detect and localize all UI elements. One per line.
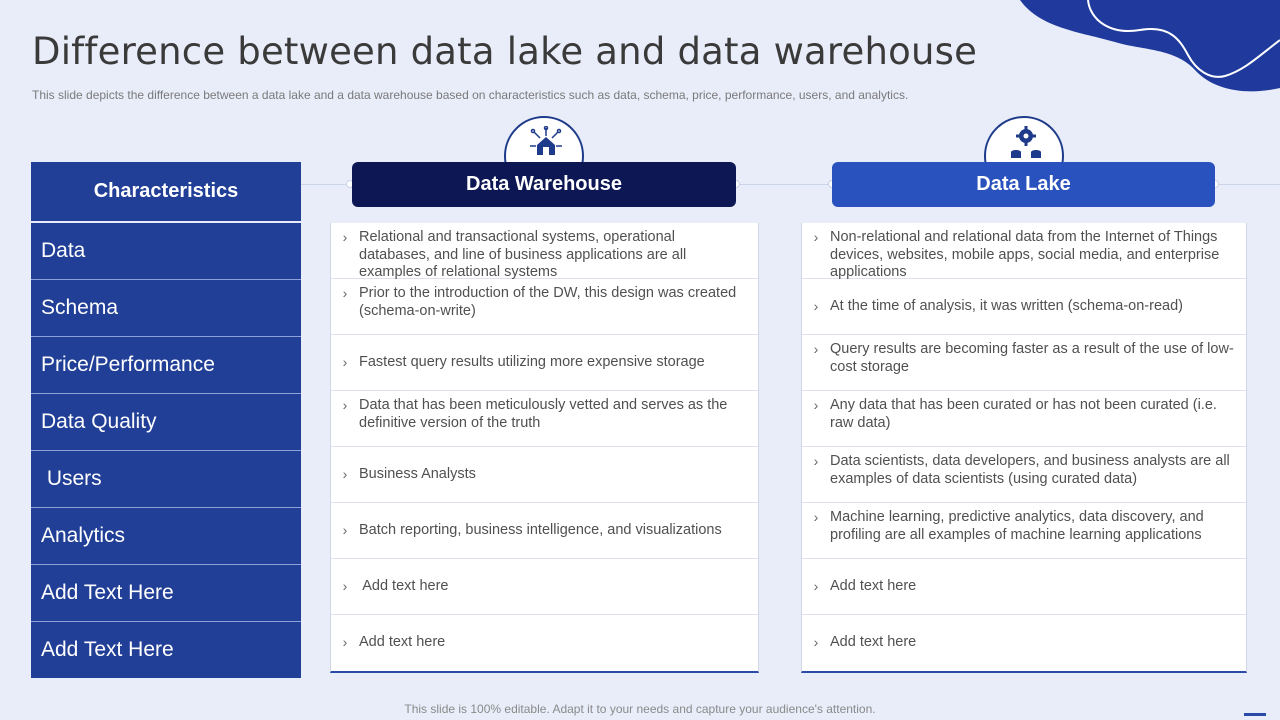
connector-line xyxy=(1215,184,1280,185)
chevron-right-icon: › xyxy=(813,509,819,525)
characteristic-cell: Data xyxy=(31,223,301,280)
table-row xyxy=(802,391,1246,447)
data-lake-header: Data Lake xyxy=(832,162,1215,207)
row-text: Non-relational and relational data from the Internet of Things devices, websites, mobile apps, social media, and enterprise applications xyxy=(830,229,1220,280)
chevron-right-icon: › xyxy=(813,634,819,651)
characteristic-cell: Add Text Here xyxy=(31,565,301,622)
row-text: Data scientists, data developers, and business analysts are all examples of data scientists (using curated data) xyxy=(830,453,1230,487)
connector-line xyxy=(301,184,352,185)
page-subtitle: This slide depicts the difference between a data lake and a data warehouse based on characteristics such as data, schema, price, performance, users, and analytics. xyxy=(32,88,909,102)
table-row xyxy=(331,559,758,615)
row-text: Add text here xyxy=(830,634,917,651)
characteristic-cell: Price/Performance xyxy=(31,337,301,394)
characteristic-cell: Schema xyxy=(31,280,301,337)
chevron-right-icon: › xyxy=(813,297,819,314)
characteristic-cell: Analytics xyxy=(31,508,301,565)
table-row xyxy=(802,335,1246,391)
row-text: Batch reporting, business intelligence, and visualizations xyxy=(359,521,722,538)
chevron-right-icon: › xyxy=(342,397,348,413)
table-row xyxy=(802,559,1246,615)
characteristic-cell: Data Quality xyxy=(31,394,301,451)
row-text: Business Analysts xyxy=(359,465,476,482)
row-text: Add text here xyxy=(359,634,446,651)
table-row xyxy=(331,447,758,503)
characteristics-header: Characteristics xyxy=(31,162,301,223)
characteristic-cell: Add Text Here xyxy=(31,622,301,678)
row-text: Relational and transactional systems, operational databases, and line of business applications are all examples of relational systems xyxy=(359,229,687,280)
chevron-right-icon: › xyxy=(342,353,348,370)
corner-accent xyxy=(1244,713,1266,716)
data-lake-column xyxy=(801,223,1247,673)
chevron-right-icon: › xyxy=(813,229,819,245)
row-text: Prior to the introduction of the DW, this design was created (schema-on-write) xyxy=(359,285,737,319)
chevron-right-icon: › xyxy=(813,397,819,413)
row-text: Add text here xyxy=(830,577,917,594)
table-row xyxy=(802,223,1246,279)
characteristic-cell: Users xyxy=(31,451,301,508)
table-row xyxy=(331,391,758,447)
chevron-right-icon: › xyxy=(342,577,348,594)
connector-line xyxy=(736,184,832,185)
characteristics-column xyxy=(31,162,301,678)
chevron-right-icon: › xyxy=(342,521,348,538)
row-text: At the time of analysis, it was written (schema-on-read) xyxy=(830,297,1183,314)
row-text: Add text here xyxy=(359,577,449,594)
chevron-right-icon: › xyxy=(813,453,819,469)
table-row xyxy=(331,335,758,391)
page-title: Difference between data lake and data warehouse xyxy=(32,30,978,73)
chevron-right-icon: › xyxy=(813,341,819,357)
chevron-right-icon: › xyxy=(342,465,348,482)
table-row xyxy=(802,615,1246,671)
data-warehouse-header: Data Warehouse xyxy=(352,162,736,207)
chevron-right-icon: › xyxy=(342,229,348,245)
row-text: Machine learning, predictive analytics, data discovery, and profiling are all examples of machine learning applications xyxy=(830,509,1204,543)
table-row xyxy=(802,279,1246,335)
table-row xyxy=(331,279,758,335)
row-text: Fastest query results utilizing more expensive storage xyxy=(359,353,705,370)
row-text: Any data that has been curated or has not been curated (i.e. raw data) xyxy=(830,397,1217,431)
footer-note: This slide is 100% editable. Adapt it to your needs and capture your audience's attention. xyxy=(404,702,876,716)
row-text: Data that has been meticulously vetted and serves as the definitive version of the truth xyxy=(359,397,728,431)
table-row xyxy=(331,615,758,671)
table-row xyxy=(331,503,758,559)
chevron-right-icon: › xyxy=(342,634,348,651)
decorative-blob xyxy=(1020,0,1280,100)
row-text: Query results are becoming faster as a result of the use of low-cost storage xyxy=(830,341,1234,375)
chevron-right-icon: › xyxy=(813,577,819,594)
data-warehouse-column xyxy=(330,223,759,673)
chevron-right-icon: › xyxy=(342,285,348,301)
table-row xyxy=(802,503,1246,559)
table-row xyxy=(802,447,1246,503)
table-row xyxy=(331,223,758,279)
